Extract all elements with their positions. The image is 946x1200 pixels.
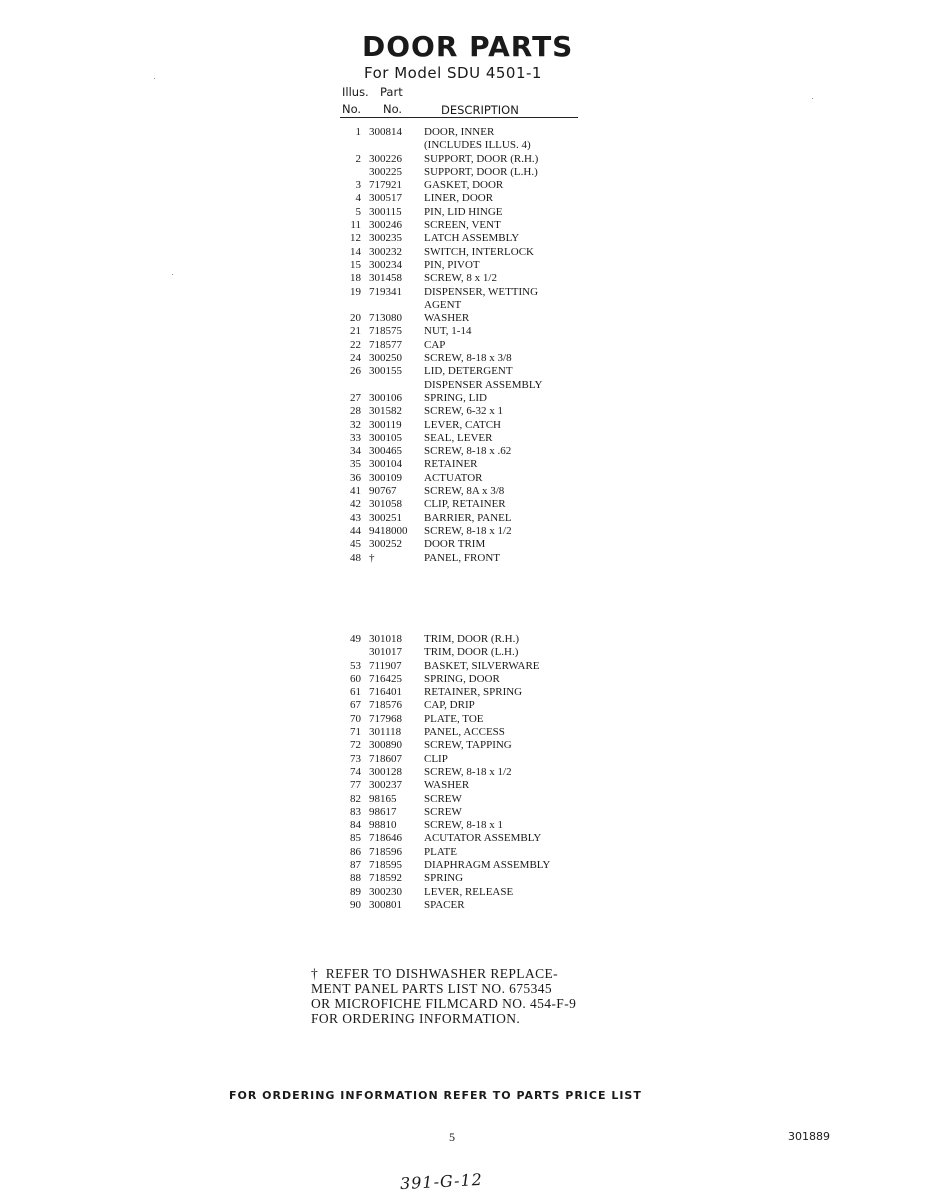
part-number: 98617 xyxy=(369,805,397,818)
part-number: 9418000 xyxy=(369,524,408,537)
illus-number: 19 xyxy=(350,285,361,298)
part-description: RETAINER, SPRING xyxy=(424,686,523,699)
header-rule xyxy=(340,117,578,118)
illus-number: 1 xyxy=(355,126,361,138)
part-description: SCREW, 6-32 x 1 xyxy=(424,405,504,418)
illus-number: 89 xyxy=(350,885,361,898)
illus-number: 43 xyxy=(350,511,361,524)
part-description: DOOR TRIM xyxy=(424,538,486,551)
part-description: SCREW xyxy=(424,805,462,818)
illus-number: 36 xyxy=(350,471,361,484)
illus-number: 34 xyxy=(350,445,361,458)
illus-number: 3 xyxy=(355,179,361,192)
part-description: LEVER, CATCH xyxy=(424,418,501,431)
part-description: TRIM, DOOR (R.H.) xyxy=(424,633,520,645)
part-number: 300250 xyxy=(369,352,402,365)
part-number: 717968 xyxy=(369,712,402,725)
illus-number: 83 xyxy=(350,805,361,818)
part-description: SPRING, LID xyxy=(424,391,487,404)
part-number: 300234 xyxy=(369,258,402,271)
illus-number: 88 xyxy=(350,872,361,885)
part-description: SCREW, 8A x 3/8 xyxy=(424,485,505,498)
replacement-panel-note: † REFER TO DISHWASHER REPLACE- MENT PANEL PARTS LIST NO. 675345 OR MICROFICHE FILMCARD NO. 454-F-9 FOR ORDERING INFORMATION. xyxy=(311,966,577,1026)
part-number: 90767 xyxy=(369,485,397,498)
part-number: 300230 xyxy=(369,885,402,898)
part-number: 300517 xyxy=(369,192,402,205)
part-description: AGENT xyxy=(424,298,462,311)
part-number: 300225 xyxy=(369,165,402,178)
part-description: PIN, PIVOT xyxy=(424,258,480,271)
part-number: 718575 xyxy=(369,325,402,338)
part-number: 300115 xyxy=(369,205,402,218)
part-number: 718592 xyxy=(369,872,402,885)
part-number: 713080 xyxy=(369,312,402,325)
part-number: 300105 xyxy=(369,431,402,444)
page-number: 5 xyxy=(449,1130,455,1144)
part-number: 718577 xyxy=(369,338,402,351)
illus-number: 86 xyxy=(350,845,361,858)
part-description: GASKET, DOOR xyxy=(424,179,504,192)
part-description: CLIP xyxy=(424,752,448,765)
illus-number: 11 xyxy=(350,219,361,232)
part-number: 300104 xyxy=(369,458,402,471)
illus-number: 49 xyxy=(350,633,361,645)
part-description: BARRIER, PANEL xyxy=(424,511,512,524)
illus-number: 41 xyxy=(350,485,361,498)
part-description: (INCLUDES ILLUS. 4) xyxy=(424,139,531,152)
part-number: 300237 xyxy=(369,779,402,792)
illus-number: 74 xyxy=(350,765,361,778)
illus-number: 33 xyxy=(350,431,361,444)
scan-speck xyxy=(172,274,173,275)
part-number: 300232 xyxy=(369,245,402,258)
part-description: CAP xyxy=(424,338,446,351)
part-number: 717921 xyxy=(369,179,402,192)
part-description: BASKET, SILVERWARE xyxy=(424,659,540,672)
part-number: 301458 xyxy=(369,272,402,285)
part-description: WASHER xyxy=(424,779,470,792)
illus-number: 90 xyxy=(350,898,361,911)
part-description: SCREEN, VENT xyxy=(424,219,501,232)
part-number: 301582 xyxy=(369,405,402,418)
part-description: LATCH ASSEMBLY xyxy=(424,232,520,245)
part-number: 301058 xyxy=(369,498,402,511)
header-illus-line2: No. xyxy=(342,102,362,116)
part-number: 718595 xyxy=(369,859,402,872)
illus-number: 2 xyxy=(355,152,361,165)
part-number: 300109 xyxy=(369,471,402,484)
part-number: 300128 xyxy=(369,765,402,778)
part-description: LEVER, RELEASE xyxy=(424,885,514,898)
illus-number: 82 xyxy=(350,792,361,805)
illus-number: 84 xyxy=(350,819,361,832)
part-description: SCREW, 8-18 x 1/2 xyxy=(424,765,512,778)
illus-number: 48 xyxy=(350,551,361,564)
part-description: NUT, 1-14 xyxy=(424,325,472,338)
part-number: 300106 xyxy=(369,391,402,404)
part-number: 300801 xyxy=(369,898,402,911)
part-description: SPRING xyxy=(424,872,464,885)
illus-number: 72 xyxy=(350,739,361,752)
part-description: ACUTATOR ASSEMBLY xyxy=(424,832,542,845)
part-description: SCREW, TAPPING xyxy=(424,739,512,752)
illus-number: 5 xyxy=(355,205,361,218)
illus-number: 14 xyxy=(350,245,361,258)
part-description: DIAPHRAGM ASSEMBLY xyxy=(424,859,551,872)
illus-number: 32 xyxy=(350,418,361,431)
scan-speck xyxy=(154,78,155,79)
part-description: PLATE xyxy=(424,845,457,858)
part-description: SPACER xyxy=(424,898,465,911)
part-description: PLATE, TOE xyxy=(424,712,484,725)
part-number: 300226 xyxy=(369,152,402,165)
part-description: SWITCH, INTERLOCK xyxy=(424,245,534,258)
part-description: CLIP, RETAINER xyxy=(424,498,506,511)
part-number: 300252 xyxy=(369,538,402,551)
part-number: 300814 xyxy=(369,126,402,138)
part-number: 300155 xyxy=(369,365,402,378)
part-number: 718607 xyxy=(369,752,402,765)
part-number: 711907 xyxy=(369,659,402,672)
illus-number: 12 xyxy=(350,232,361,245)
part-description: PANEL, FRONT xyxy=(424,551,500,564)
part-description: SPRING, DOOR xyxy=(424,672,500,685)
part-number: 300465 xyxy=(369,445,402,458)
illus-number: 77 xyxy=(350,779,361,792)
illus-number: 21 xyxy=(350,325,361,338)
part-description: SCREW, 8-18 x 3/8 xyxy=(424,352,512,365)
part-description: SUPPORT, DOOR (L.H.) xyxy=(424,165,538,178)
illus-number: 4 xyxy=(355,192,361,205)
illus-number: 53 xyxy=(350,659,361,672)
part-number: 98810 xyxy=(369,819,397,832)
illus-number: 87 xyxy=(350,859,361,872)
illus-number: 24 xyxy=(350,352,361,365)
part-description: DISPENSER ASSEMBLY xyxy=(424,378,543,391)
part-number: 300235 xyxy=(369,232,402,245)
document-number: 301889 xyxy=(788,1130,830,1143)
part-number: 98165 xyxy=(369,792,397,805)
part-description: LINER, DOOR xyxy=(424,192,494,205)
part-description: SCREW, 8-18 x 1 xyxy=(424,819,504,832)
illus-number: 85 xyxy=(350,832,361,845)
illus-number: 27 xyxy=(350,391,361,404)
illus-number: 15 xyxy=(350,258,361,271)
part-description: RETAINER xyxy=(424,458,478,471)
part-description: SUPPORT, DOOR (R.H.) xyxy=(424,152,539,165)
illus-number: 44 xyxy=(350,524,361,537)
part-description: WASHER xyxy=(424,312,470,325)
part-number: 716401 xyxy=(369,686,402,699)
part-description: SCREW xyxy=(424,792,462,805)
part-description: SCREW, 8-18 x 1/2 xyxy=(424,524,512,537)
part-description: SEAL, LEVER xyxy=(424,431,493,444)
part-description: SCREW, 8-18 x .62 xyxy=(424,445,512,458)
ordering-footer: FOR ORDERING INFORMATION REFER TO PARTS PRICE LIST xyxy=(229,1089,642,1102)
part-number: 301018 xyxy=(369,633,402,645)
part-description: LID, DETERGENT xyxy=(424,365,513,378)
part-number: 300119 xyxy=(369,418,402,431)
header-part-line2: No. xyxy=(383,102,403,116)
handwritten-annotation: 391-G-12 xyxy=(399,1169,484,1194)
part-number: 301118 xyxy=(369,726,402,739)
illus-number: 71 xyxy=(350,726,361,739)
illus-number: 35 xyxy=(350,458,361,471)
part-number: 300246 xyxy=(369,219,402,232)
part-description: ACTUATOR xyxy=(424,471,483,484)
illus-number: 61 xyxy=(350,686,361,699)
illus-number: 18 xyxy=(350,272,361,285)
part-description: DISPENSER, WETTING xyxy=(424,285,539,298)
part-description: SCREW, 8 x 1/2 xyxy=(424,272,497,285)
model-subtitle: For Model SDU 4501-1 xyxy=(364,64,542,82)
illus-number: 45 xyxy=(350,538,361,551)
header-description: DESCRIPTION xyxy=(441,103,519,117)
illus-number: 70 xyxy=(350,712,361,725)
part-description: TRIM, DOOR (L.H.) xyxy=(424,646,519,659)
part-number: 718596 xyxy=(369,845,402,858)
part-number: † xyxy=(369,551,375,564)
header-part-line1: Part xyxy=(380,85,403,99)
page-title: DOOR PARTS xyxy=(362,30,574,63)
part-description: PANEL, ACCESS xyxy=(424,726,505,739)
part-description: CAP, DRIP xyxy=(424,699,475,712)
part-number: 716425 xyxy=(369,672,402,685)
illus-number: 67 xyxy=(350,699,361,712)
scan-speck xyxy=(812,98,813,99)
part-number: 719341 xyxy=(369,285,402,298)
illus-number: 22 xyxy=(350,338,361,351)
illus-number: 28 xyxy=(350,405,361,418)
part-number: 718576 xyxy=(369,699,402,712)
illus-number: 26 xyxy=(350,365,361,378)
part-number: 718646 xyxy=(369,832,402,845)
part-number: 301017 xyxy=(369,646,402,659)
illus-number: 73 xyxy=(350,752,361,765)
header-illus-line1: Illus. xyxy=(342,85,369,99)
part-description: DOOR, INNER xyxy=(424,126,495,138)
illus-number: 20 xyxy=(350,312,361,325)
part-description: PIN, LID HINGE xyxy=(424,205,503,218)
illus-number: 60 xyxy=(350,672,361,685)
illus-number: 42 xyxy=(350,498,361,511)
part-number: 300251 xyxy=(369,511,402,524)
part-number: 300890 xyxy=(369,739,402,752)
